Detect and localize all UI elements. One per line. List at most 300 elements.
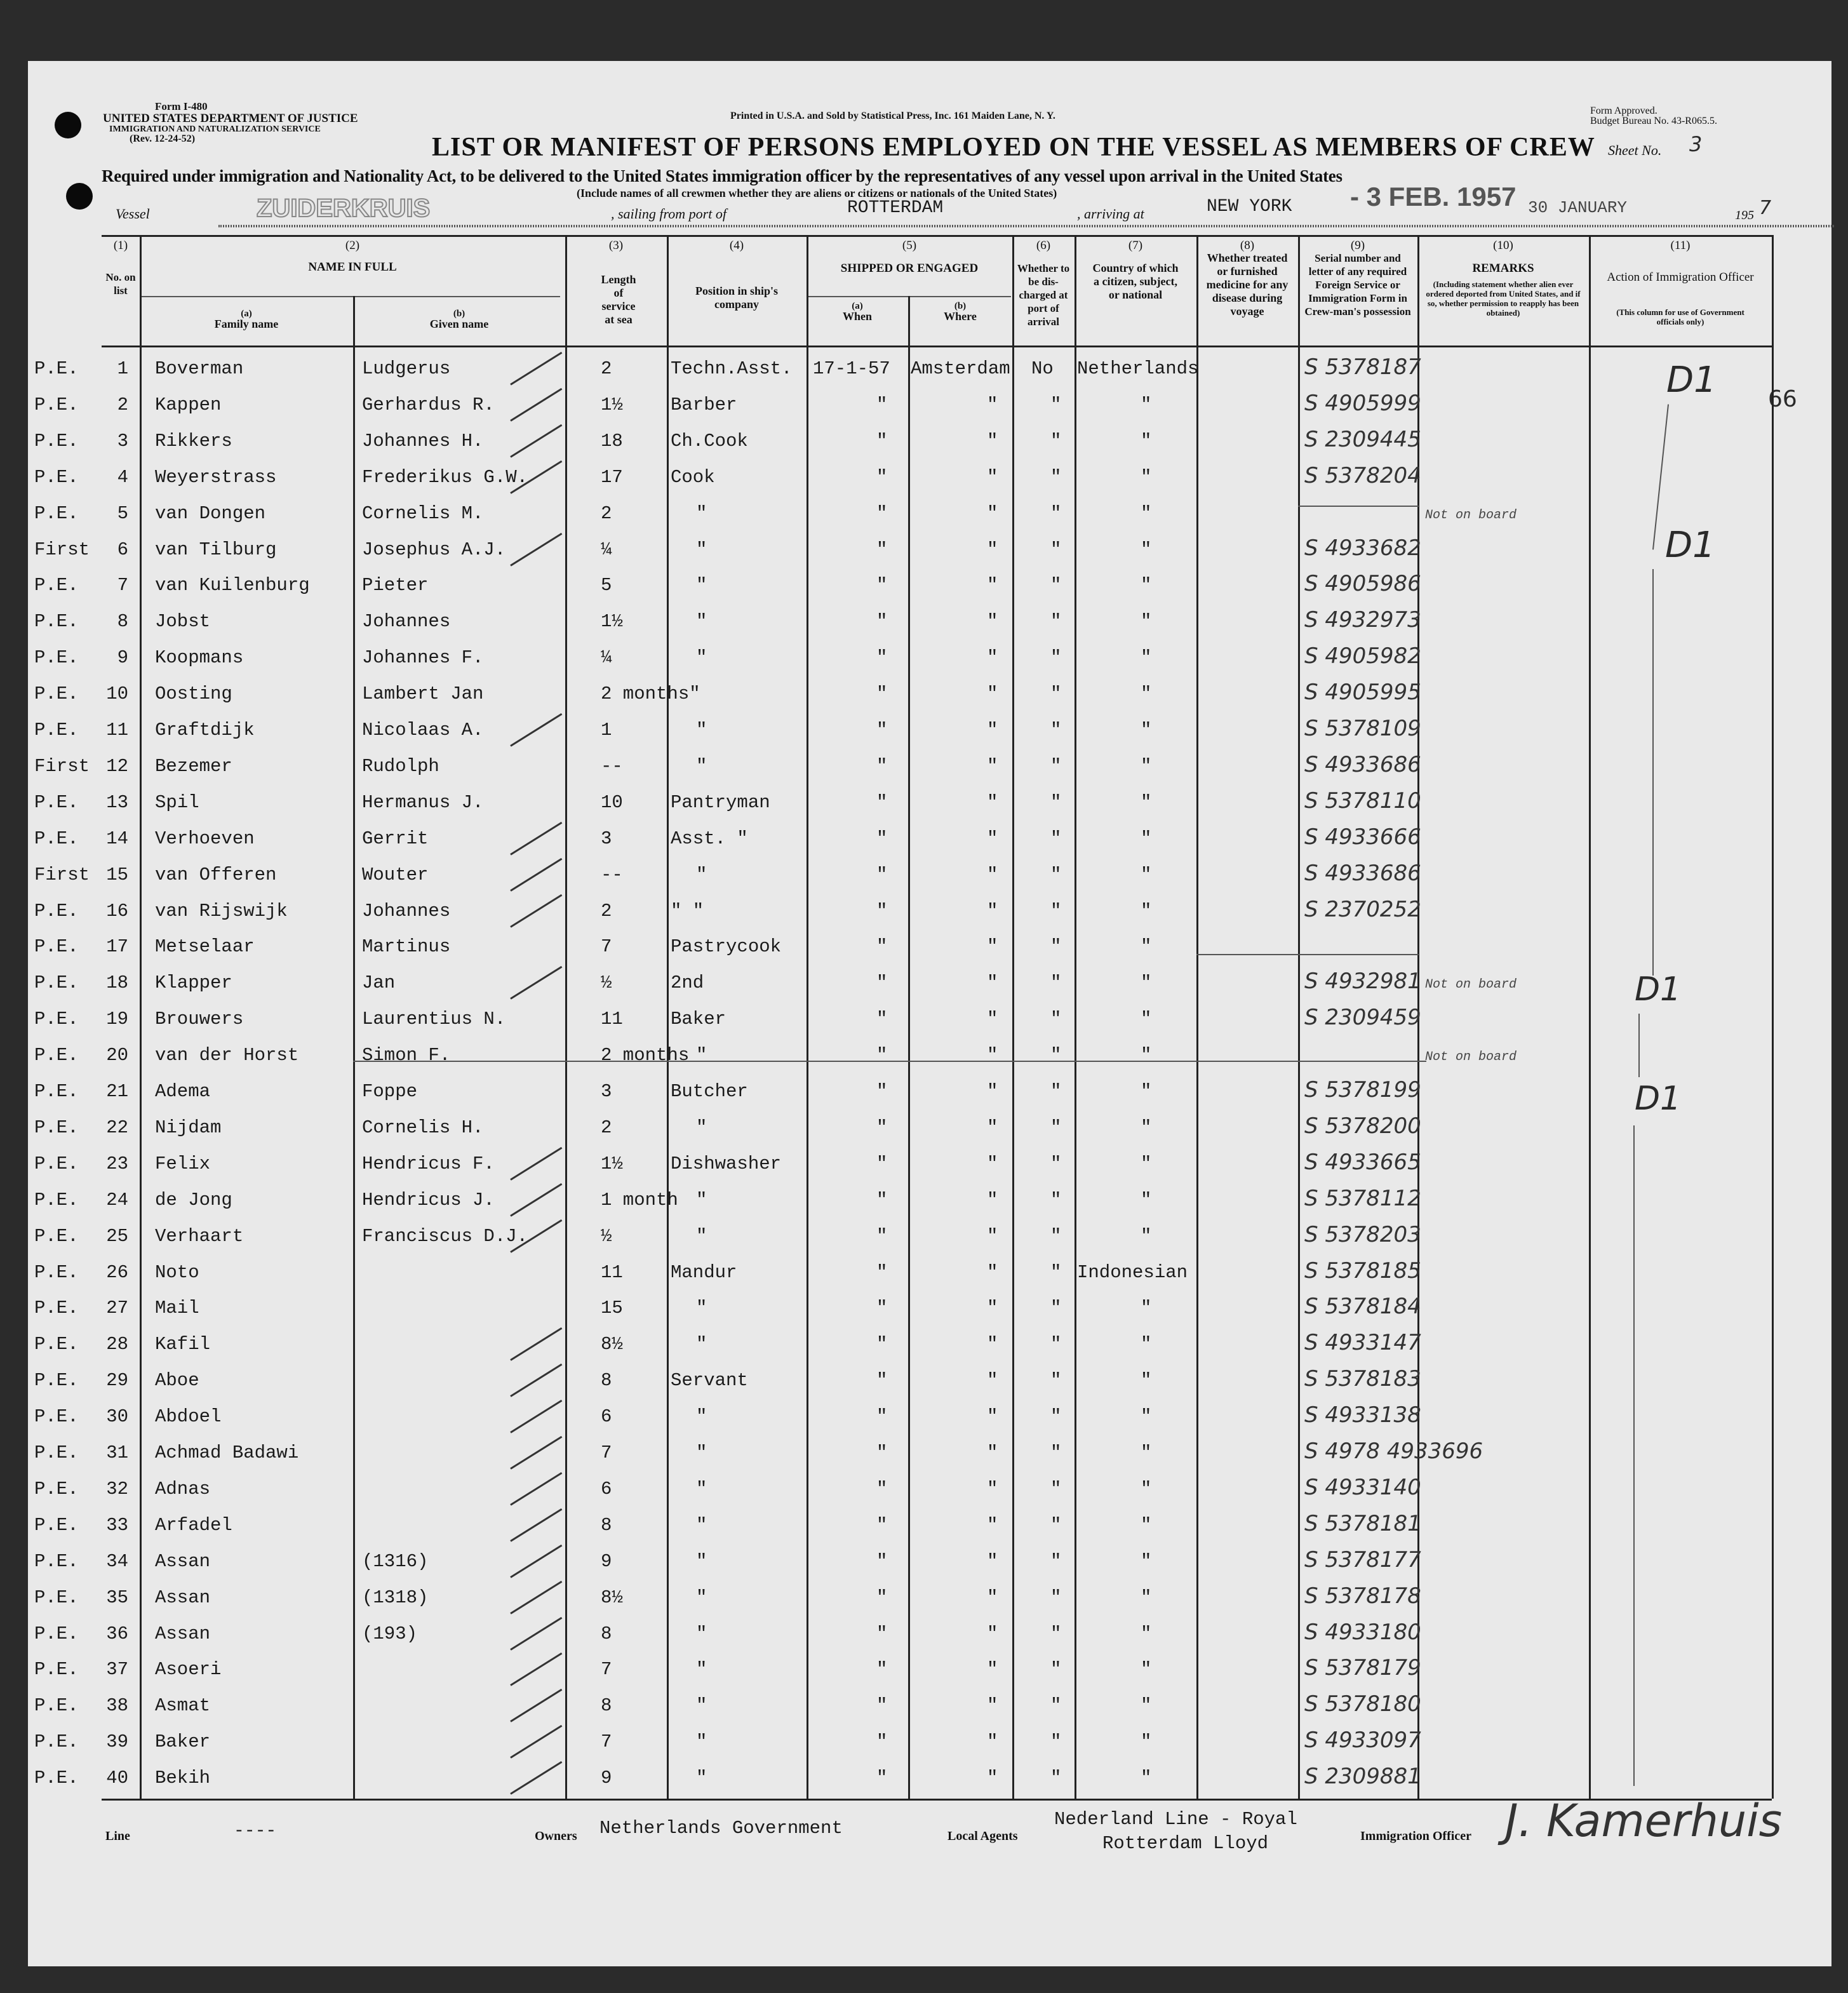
check-mark <box>510 1364 562 1397</box>
cell-dis: " <box>1050 864 1062 885</box>
cell-when: " <box>876 1731 888 1753</box>
cell-no: 7 <box>117 575 128 596</box>
cell-family: Assan <box>155 1550 211 1572</box>
cell-cls: P.E. <box>34 1153 79 1174</box>
col-num: (8) <box>1240 239 1255 252</box>
cell-dis: " <box>1050 1478 1062 1500</box>
cell-cls: P.E. <box>34 1225 79 1247</box>
check-mark <box>510 1472 562 1506</box>
cell-family: Brouwers <box>155 1009 244 1030</box>
cell-given: Jan <box>362 972 396 994</box>
cell-dis: " <box>1050 1189 1062 1211</box>
cell-when: " <box>876 1442 888 1463</box>
cell-cls: P.E. <box>34 575 79 596</box>
cell-dis: " <box>1050 936 1062 958</box>
action-mark: D1 <box>1665 525 1715 566</box>
cell-pos: " <box>696 502 707 524</box>
check-mark <box>510 352 562 386</box>
cell-family: Koopmans <box>155 647 244 669</box>
cell-serial: S 5378180 <box>1304 1691 1421 1717</box>
check-mark <box>510 966 562 1000</box>
cell-country: " <box>1141 1659 1152 1681</box>
sheet-label: Sheet No. <box>1608 142 1662 158</box>
cell-country: " <box>1141 936 1152 958</box>
cell-no: 15 <box>106 864 128 885</box>
cell-len: 2 <box>601 358 612 379</box>
cell-when: " <box>876 1298 888 1319</box>
cell-family: Kafil <box>155 1334 211 1355</box>
cell-where: " <box>987 1695 998 1717</box>
cell-family: Boverman <box>155 358 244 379</box>
cell-where: " <box>987 430 998 452</box>
cell-when: " <box>876 575 888 596</box>
cell-len: 3 <box>601 1081 612 1102</box>
cell-dis: " <box>1050 1731 1062 1753</box>
sub-letter: (a) <box>852 301 863 311</box>
cell-no: 2 <box>117 394 128 415</box>
cell-pos: " <box>696 1225 707 1247</box>
cell-when: " <box>876 1045 888 1066</box>
check-mark <box>510 1725 562 1759</box>
header-length: Length of service at sea <box>601 273 636 326</box>
cell-no: 9 <box>117 647 128 669</box>
cell-cls: P.E. <box>34 647 79 669</box>
cell-pos: Ch.Cook <box>671 430 748 452</box>
cell-when: " <box>876 1153 888 1174</box>
cell-when: " <box>876 1659 888 1681</box>
cell-no: 4 <box>117 466 128 488</box>
cell-given: Hermanus J. <box>362 791 484 813</box>
cell-pos: Butcher <box>671 1081 748 1102</box>
cell-pos: " <box>696 1768 707 1789</box>
header-serial: Serial number and letter of any required Foreign Service or Immigration Form in Crew-man's possession <box>1304 252 1411 318</box>
cell-pos: " <box>696 1045 707 1066</box>
cell-family: Bekih <box>155 1768 211 1789</box>
cell-no: 38 <box>106 1695 128 1717</box>
cell-serial: S 4933140 <box>1304 1474 1421 1500</box>
cell-pos: " <box>696 575 707 596</box>
cell-country: " <box>1141 791 1152 813</box>
cell-dis: " <box>1050 575 1062 596</box>
cell-serial: S 4905982 <box>1304 643 1421 669</box>
port-from: ROTTERDAM <box>847 198 944 218</box>
cell-country: " <box>1141 647 1152 669</box>
cell-serial: S 4932973 <box>1304 607 1421 633</box>
cell-dis: " <box>1050 1225 1062 1247</box>
cell-serial: S 5378179 <box>1304 1655 1421 1681</box>
cell-cls: P.E. <box>34 1334 79 1355</box>
cell-len: 8½ <box>601 1587 623 1608</box>
port-to: NEW YORK <box>1207 197 1292 217</box>
cell-when: " <box>876 972 888 994</box>
cell-pos: Dishwasher <box>671 1153 782 1174</box>
cell-serial: S 4933686 <box>1304 751 1421 777</box>
cell-given: Johannes H. <box>362 430 484 452</box>
cell-len: 9 <box>601 1550 612 1572</box>
cell-where: " <box>987 1009 998 1030</box>
cell-family: Arfadel <box>155 1514 232 1536</box>
cell-serial: S 4933180 <box>1304 1619 1421 1645</box>
cell-len: 7 <box>601 1731 612 1753</box>
check-mark <box>510 1436 562 1470</box>
cell-country: " <box>1141 972 1152 994</box>
cell-pos: " <box>696 864 707 885</box>
cell-dis: " <box>1050 394 1062 415</box>
check-mark <box>510 1508 562 1542</box>
cell-country: " <box>1141 1009 1152 1030</box>
cell-no: 27 <box>106 1298 128 1319</box>
cell-len: 8 <box>601 1623 612 1644</box>
cell-no: 11 <box>106 720 128 741</box>
header-family-name: Family name <box>214 318 279 330</box>
cell-family: Baker <box>155 1731 211 1753</box>
cell-len: ¼ <box>601 539 612 560</box>
cell-serial: S 5378110 <box>1304 788 1421 814</box>
cell-where: " <box>987 1442 998 1463</box>
cell-country: " <box>1141 1695 1152 1717</box>
cell-len: 8 <box>601 1514 612 1536</box>
cell-dis: " <box>1050 502 1062 524</box>
header-treated: Whether treated or furnished medicine for any disease during voyage <box>1206 252 1289 318</box>
cell-serial: S 5378181 <box>1304 1510 1421 1536</box>
cell-serial: S 4933097 <box>1304 1728 1421 1754</box>
cell-cls: P.E. <box>34 1478 79 1500</box>
check-mark <box>510 1761 562 1795</box>
cell-where: " <box>987 1370 998 1392</box>
cell-where: " <box>987 575 998 596</box>
cell-cls: P.E. <box>34 1514 79 1536</box>
cell-family: Metselaar <box>155 936 255 958</box>
cell-where: " <box>987 1478 998 1500</box>
cell-where: " <box>987 502 998 524</box>
cell-when: " <box>876 1261 888 1283</box>
cell-country: Indonesian <box>1077 1261 1188 1283</box>
cell-dis: " <box>1050 430 1062 452</box>
cell-where: " <box>987 1334 998 1355</box>
cell-when: " <box>876 683 888 705</box>
cell-when: " <box>876 1514 888 1536</box>
cell-len: -- <box>601 864 623 885</box>
cell-cls: P.E. <box>34 430 79 452</box>
cell-country: " <box>1141 575 1152 596</box>
cell-when: " <box>876 1587 888 1608</box>
form-number: Form I-480 <box>155 100 208 112</box>
cell-family: Rikkers <box>155 430 232 452</box>
check-mark <box>510 1545 562 1578</box>
cell-where: " <box>987 1225 998 1247</box>
cell-country: " <box>1141 683 1152 705</box>
cell-len: 2 <box>601 1117 612 1138</box>
cell-dis: " <box>1050 1117 1062 1138</box>
cell-no: 18 <box>106 972 128 994</box>
line-label: Line <box>105 1829 130 1843</box>
cell-dis: " <box>1050 1695 1062 1717</box>
cell-dis: " <box>1050 1009 1062 1030</box>
cell-where: " <box>987 683 998 705</box>
cell-len: 8 <box>601 1695 612 1717</box>
arriving-label: , arriving at <box>1077 206 1144 222</box>
cell-len: 6 <box>601 1406 612 1428</box>
cell-no: 23 <box>106 1153 128 1174</box>
cell-no: 8 <box>117 611 128 633</box>
header-where: Where <box>944 310 977 323</box>
col-num: (5) <box>902 239 917 252</box>
cell-where: " <box>987 1587 998 1608</box>
cell-no: 28 <box>106 1334 128 1355</box>
cell-dis: " <box>1050 1261 1062 1283</box>
cell-family: Assan <box>155 1587 211 1608</box>
cell-when: " <box>876 611 888 633</box>
cell-given: Hendricus F. <box>362 1153 495 1174</box>
header-name-full: NAME IN FULL <box>308 260 397 274</box>
cell-given: Martinus <box>362 936 451 958</box>
check-mark <box>510 1653 562 1686</box>
cell-when: " <box>876 502 888 524</box>
check-mark <box>510 857 562 891</box>
cell-when: " <box>876 1406 888 1428</box>
cell-len: 5 <box>601 575 612 596</box>
cell-no: 14 <box>106 828 128 849</box>
cell-no: 22 <box>106 1117 128 1138</box>
cell-cls: P.E. <box>34 1406 79 1428</box>
check-mark <box>510 822 562 856</box>
sub-letter: (a) <box>241 309 252 319</box>
cell-serial: S 4932981 <box>1304 969 1421 995</box>
cell-when: " <box>876 466 888 488</box>
sheet-number: 3 <box>1689 132 1703 156</box>
cell-cls: First <box>34 755 90 777</box>
cell-given: Frederikus G.W. <box>362 466 528 488</box>
form-approved: Form Approved. <box>1590 105 1657 116</box>
cell-no: 10 <box>106 683 128 705</box>
cell-family: Adnas <box>155 1478 211 1500</box>
col-num: (3) <box>608 239 624 252</box>
cell-pos: 2nd <box>671 972 704 994</box>
check-mark <box>510 1327 562 1361</box>
cell-where: " <box>987 1261 998 1283</box>
cell-dis: " <box>1050 720 1062 741</box>
cell-pos: Barber <box>671 394 737 415</box>
cell-where: " <box>987 1659 998 1681</box>
cell-where: " <box>987 828 998 849</box>
cell-serial: S 5378199 <box>1304 1077 1421 1103</box>
cell-dis: " <box>1050 900 1062 922</box>
cell-dis: " <box>1050 1768 1062 1789</box>
check-mark <box>510 424 562 458</box>
cell-when: " <box>876 1081 888 1102</box>
line-value: ---- <box>234 1822 277 1841</box>
header-when: When <box>842 310 872 323</box>
cell-remark: Not on board <box>1425 507 1517 523</box>
form-note: (Include names of all crewmen whether they are aliens or citizens or nationals of the United States) <box>577 187 1057 199</box>
cell-family: Asmat <box>155 1695 211 1717</box>
cell-where: " <box>987 1550 998 1572</box>
cell-len: 2 months" <box>601 683 700 705</box>
cell-pos: Techn.Asst. <box>671 358 793 379</box>
cell-where: " <box>987 1153 998 1174</box>
cell-dis: " <box>1050 1045 1062 1066</box>
cell-len: 3 <box>601 828 612 849</box>
cell-len: -- <box>601 755 623 777</box>
cell-len: ¼ <box>601 647 612 669</box>
cell-cls: P.E. <box>34 900 79 922</box>
cell-country: " <box>1141 1623 1152 1644</box>
cell-dis: " <box>1050 1442 1062 1463</box>
cell-family: Noto <box>155 1261 199 1283</box>
cell-len: 7 <box>601 936 612 958</box>
cell-no: 1 <box>117 358 128 379</box>
check-mark <box>510 1616 562 1650</box>
cell-remark: Not on board <box>1425 977 1517 993</box>
cell-serial: S 4978 4933696 <box>1304 1439 1483 1464</box>
arrival-date: 30 JANUARY <box>1528 198 1628 217</box>
cell-serial: S 2370252 <box>1304 896 1421 922</box>
cell-len: 8½ <box>601 1334 623 1355</box>
cell-when: " <box>876 864 888 885</box>
cell-pos: " <box>696 1442 707 1463</box>
cell-cls: P.E. <box>34 466 79 488</box>
budget-bureau: Budget Bureau No. 43-R065.5. <box>1590 116 1717 126</box>
header-given-name: Given name <box>429 318 489 330</box>
cell-pos: Mandur <box>671 1261 737 1283</box>
cell-serial: S 5378185 <box>1304 1258 1421 1284</box>
cell-dis: " <box>1050 1587 1062 1608</box>
cell-cls: P.E. <box>34 791 79 813</box>
cell-country: " <box>1141 466 1152 488</box>
cell-family: van Kuilenburg <box>155 575 310 596</box>
cell-serial: S 4933686 <box>1304 860 1421 886</box>
cell-pos: " <box>696 720 707 741</box>
cell-given: Pieter <box>362 575 429 596</box>
cell-where: " <box>987 900 998 922</box>
cell-family: van Offeren <box>155 864 277 885</box>
cell-dis: " <box>1050 1659 1062 1681</box>
cell-family: Weyerstrass <box>155 466 277 488</box>
check-mark <box>510 1183 562 1217</box>
cell-dis: " <box>1050 1406 1062 1428</box>
cell-len: 15 <box>601 1298 623 1319</box>
cell-where: " <box>987 755 998 777</box>
cell-when: " <box>876 755 888 777</box>
owners-label: Owners <box>535 1829 577 1843</box>
cell-len: 6 <box>601 1478 612 1500</box>
cell-where: " <box>987 1514 998 1536</box>
cell-len: ½ <box>601 1225 612 1247</box>
cell-country: " <box>1141 1117 1152 1138</box>
cell-serial: S 5378112 <box>1304 1185 1421 1211</box>
cell-dis: " <box>1050 466 1062 488</box>
cell-dis: " <box>1050 1153 1062 1174</box>
cell-country: " <box>1141 1514 1152 1536</box>
col-num: (1) <box>113 239 128 252</box>
cell-where: " <box>987 1406 998 1428</box>
vessel-name: ZUIDERKRUIS <box>257 194 431 222</box>
cell-family: Oosting <box>155 683 232 705</box>
cell-dis: " <box>1050 1298 1062 1319</box>
cell-pos: " <box>696 611 707 633</box>
cell-len: 11 <box>601 1261 623 1283</box>
cell-country: " <box>1141 539 1152 560</box>
agents-label: Local Agents <box>947 1829 1018 1843</box>
cell-no: 39 <box>106 1731 128 1753</box>
cell-len: 1 month <box>601 1189 678 1211</box>
cell-country: " <box>1141 720 1152 741</box>
cell-no: 25 <box>106 1225 128 1247</box>
cell-no: 13 <box>106 791 128 813</box>
cell-country: " <box>1141 1406 1152 1428</box>
cell-pos: " <box>696 1406 707 1428</box>
cell-cls: P.E. <box>34 720 79 741</box>
cell-pos: " <box>696 1189 707 1211</box>
cell-given: (1316) <box>362 1550 429 1572</box>
cell-where: " <box>987 647 998 669</box>
cell-where: " <box>987 1189 998 1211</box>
cell-dis: " <box>1050 647 1062 669</box>
department: UNITED STATES DEPARTMENT OF JUSTICE <box>103 112 358 125</box>
cell-country: " <box>1141 1045 1152 1066</box>
cell-country: " <box>1141 1550 1152 1572</box>
cell-pos: " <box>696 1117 707 1138</box>
cell-serial: S 5378187 <box>1304 354 1421 380</box>
cell-country: " <box>1141 1731 1152 1753</box>
cell-dis: " <box>1050 791 1062 813</box>
cell-cls: P.E. <box>34 394 79 415</box>
cell-no: 26 <box>106 1261 128 1283</box>
cell-dis: " <box>1050 1550 1062 1572</box>
cell-country: " <box>1141 430 1152 452</box>
cell-serial: S 4933147 <box>1304 1330 1421 1356</box>
cell-no: 6 <box>117 539 128 560</box>
cell-cls: P.E. <box>34 1768 79 1789</box>
cell-serial: S 4933666 <box>1304 824 1421 850</box>
cell-cls: P.E. <box>34 1298 79 1319</box>
cell-len: 1½ <box>601 394 623 415</box>
cell-no: 33 <box>106 1514 128 1536</box>
cell-when: " <box>876 1623 888 1644</box>
cell-serial: S 5378204 <box>1304 462 1421 488</box>
cell-no: 17 <box>106 936 128 958</box>
cell-when: " <box>876 430 888 452</box>
header-position: Position in ship's company <box>695 285 779 311</box>
punch-hole <box>66 183 93 210</box>
cell-given: Wouter <box>362 864 429 885</box>
col-num: (2) <box>345 239 360 252</box>
cell-len: 7 <box>601 1659 612 1681</box>
cell-dis: No <box>1031 358 1054 379</box>
cell-given: Hendricus J. <box>362 1189 495 1211</box>
cell-country: " <box>1141 828 1152 849</box>
cell-no: 29 <box>106 1370 128 1392</box>
cell-pos: " <box>696 1334 707 1355</box>
vessel-label: Vessel <box>116 206 150 222</box>
cell-pos: Servant <box>671 1370 748 1392</box>
cell-cls: P.E. <box>34 1587 79 1608</box>
cell-family: Verhaart <box>155 1225 244 1247</box>
cell-dis: " <box>1050 611 1062 633</box>
cell-country: " <box>1141 1081 1152 1102</box>
action-mark: D1 <box>1635 1080 1682 1118</box>
action-mark: D1 <box>1666 359 1717 401</box>
cell-family: Felix <box>155 1153 211 1174</box>
cell-len: 2 months <box>601 1045 690 1066</box>
cell-when: " <box>876 1225 888 1247</box>
cell-family: Nijdam <box>155 1117 222 1138</box>
page-mark: 66 <box>1768 386 1797 412</box>
cell-len: 1½ <box>601 611 623 633</box>
cell-family: Spil <box>155 791 199 813</box>
cell-country: " <box>1141 1298 1152 1319</box>
cell-given: (1318) <box>362 1587 429 1608</box>
